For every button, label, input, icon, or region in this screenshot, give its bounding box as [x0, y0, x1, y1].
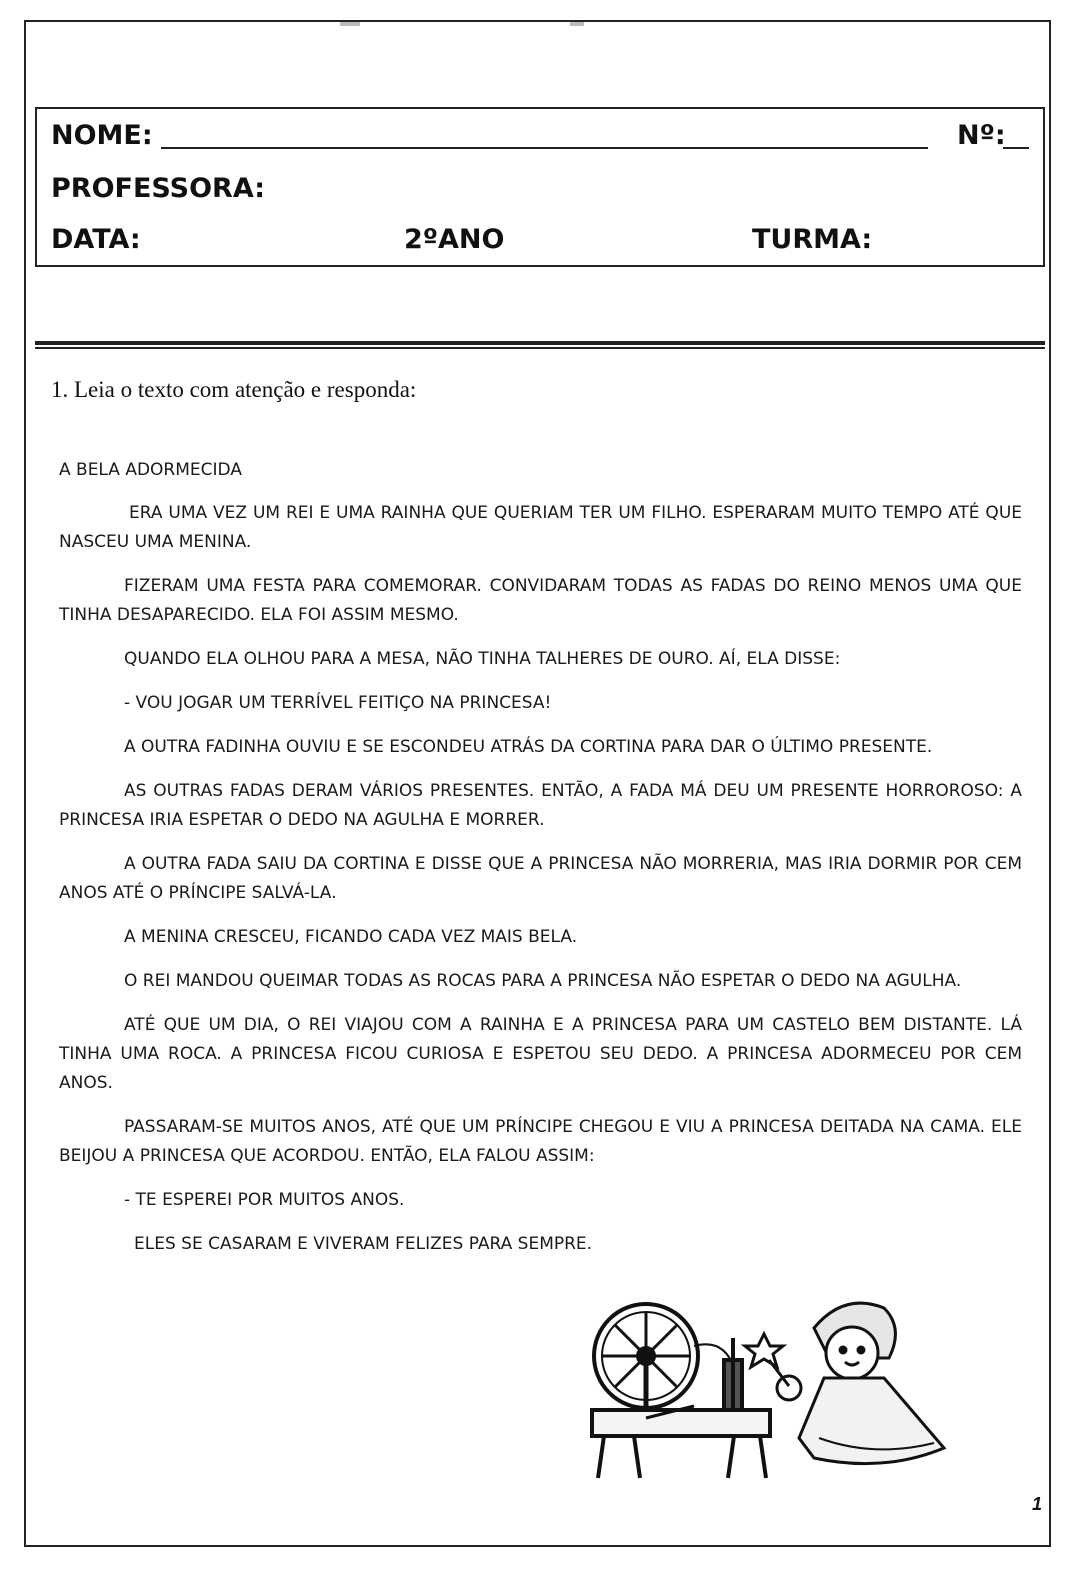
- story-paragraph: ELES SE CASARAM E VIVERAM FELIZES PARA SEMPRE.: [134, 1234, 593, 1254]
- section-divider: [35, 341, 1045, 349]
- fairy-icon: [745, 1303, 944, 1464]
- spinning-wheel-icon: [592, 1304, 770, 1478]
- teacher-label: PROFESSORA:: [51, 173, 266, 204]
- number-label: Nº:: [957, 120, 1006, 151]
- story-paragraph: ERA UMA VEZ UM REI E UMA RAINHA QUE QUERIAM TER UM FILHO. ESPERARAM MUITO TEMPO ATÉ QUE NASCEU UMA MENINA.: [59, 503, 1022, 552]
- story-paragraph: A OUTRA FADINHA OUVIU E SE ESCONDEU ATRÁS DA CORTINA PARA DAR O ÚLTIMO PRESENTE.: [124, 737, 933, 757]
- cropped-top-text: [330, 22, 590, 30]
- story-paragraph: - TE ESPEREI POR MUITOS ANOS.: [124, 1190, 405, 1210]
- story-paragraph: FIZERAM UMA FESTA PARA COMEMORAR. CONVIDARAM TODAS AS FADAS DO REINO MENOS UMA QUE TINHA DESAPARECIDO. ELA FOI ASSIM MESMO.: [59, 576, 1022, 625]
- number-blank-line[interactable]: [1003, 147, 1029, 149]
- story-text: [59, 456, 1022, 1274]
- spinning-wheel-fairy-illustration: [584, 1298, 954, 1480]
- story-paragraph: AS OUTRAS FADAS DERAM VÁRIOS PRESENTES. ENTÃO, A FADA MÁ DEU UM PRESENTE HORROROSO: A PRINCESA IRIA ESPETAR O DEDO NA AGULHA E MORRER.: [59, 781, 1022, 830]
- story-paragraph: O REI MANDOU QUEIMAR TODAS AS ROCAS PARA A PRINCESA NÃO ESPETAR O DEDO NA AGULHA.: [124, 971, 962, 991]
- story-paragraph: PASSARAM-SE MUITOS ANOS, ATÉ QUE UM PRÍNCIPE CHEGOU E VIU A PRINCESA DEITADA NA CAMA. ELE BEIJOU A PRINCESA QUE ACORDOU. ENTÃO, ELA FALOU ASSIM:: [59, 1117, 1022, 1166]
- story-paragraph: QUANDO ELA OLHOU PARA A MESA, NÃO TINHA TALHERES DE OURO. AÍ, ELA DISSE:: [124, 649, 841, 669]
- page-number: 1: [1032, 1494, 1043, 1514]
- student-info-box: [35, 107, 1045, 267]
- date-label: DATA:: [51, 224, 141, 255]
- story-paragraph: ATÉ QUE UM DIA, O REI VIAJOU COM A RAINHA E A PRINCESA PARA UM CASTELO BEM DISTANTE. LÁ TINHA UMA ROCA. A PRINCESA FICOU CURIOSA E ESPETOU SEU DEDO. A PRINCESA ADORMECEU POR CEM ANOS.: [59, 1015, 1022, 1093]
- story-paragraph: A OUTRA FADA SAIU DA CORTINA E DISSE QUE A PRINCESA NÃO MORRERIA, MAS IRIA DORMIR POR CEM ANOS ATÉ O PRÍNCIPE SALVÁ-LA.: [59, 854, 1022, 903]
- story-title: A BELA ADORMECIDA: [59, 460, 242, 480]
- story-paragraph: - VOU JOGAR UM TERRÍVEL FEITIÇO NA PRINCESA!: [124, 693, 552, 713]
- name-blank-line[interactable]: [161, 147, 928, 149]
- class-label: TURMA:: [752, 224, 873, 255]
- story-paragraph: A MENINA CRESCEU, FICANDO CADA VEZ MAIS BELA.: [124, 927, 578, 947]
- grade-label: 2ºANO: [404, 224, 505, 255]
- question-instruction: 1. Leia o texto com atenção e responda:: [51, 377, 417, 402]
- name-label: NOME:: [51, 120, 153, 151]
